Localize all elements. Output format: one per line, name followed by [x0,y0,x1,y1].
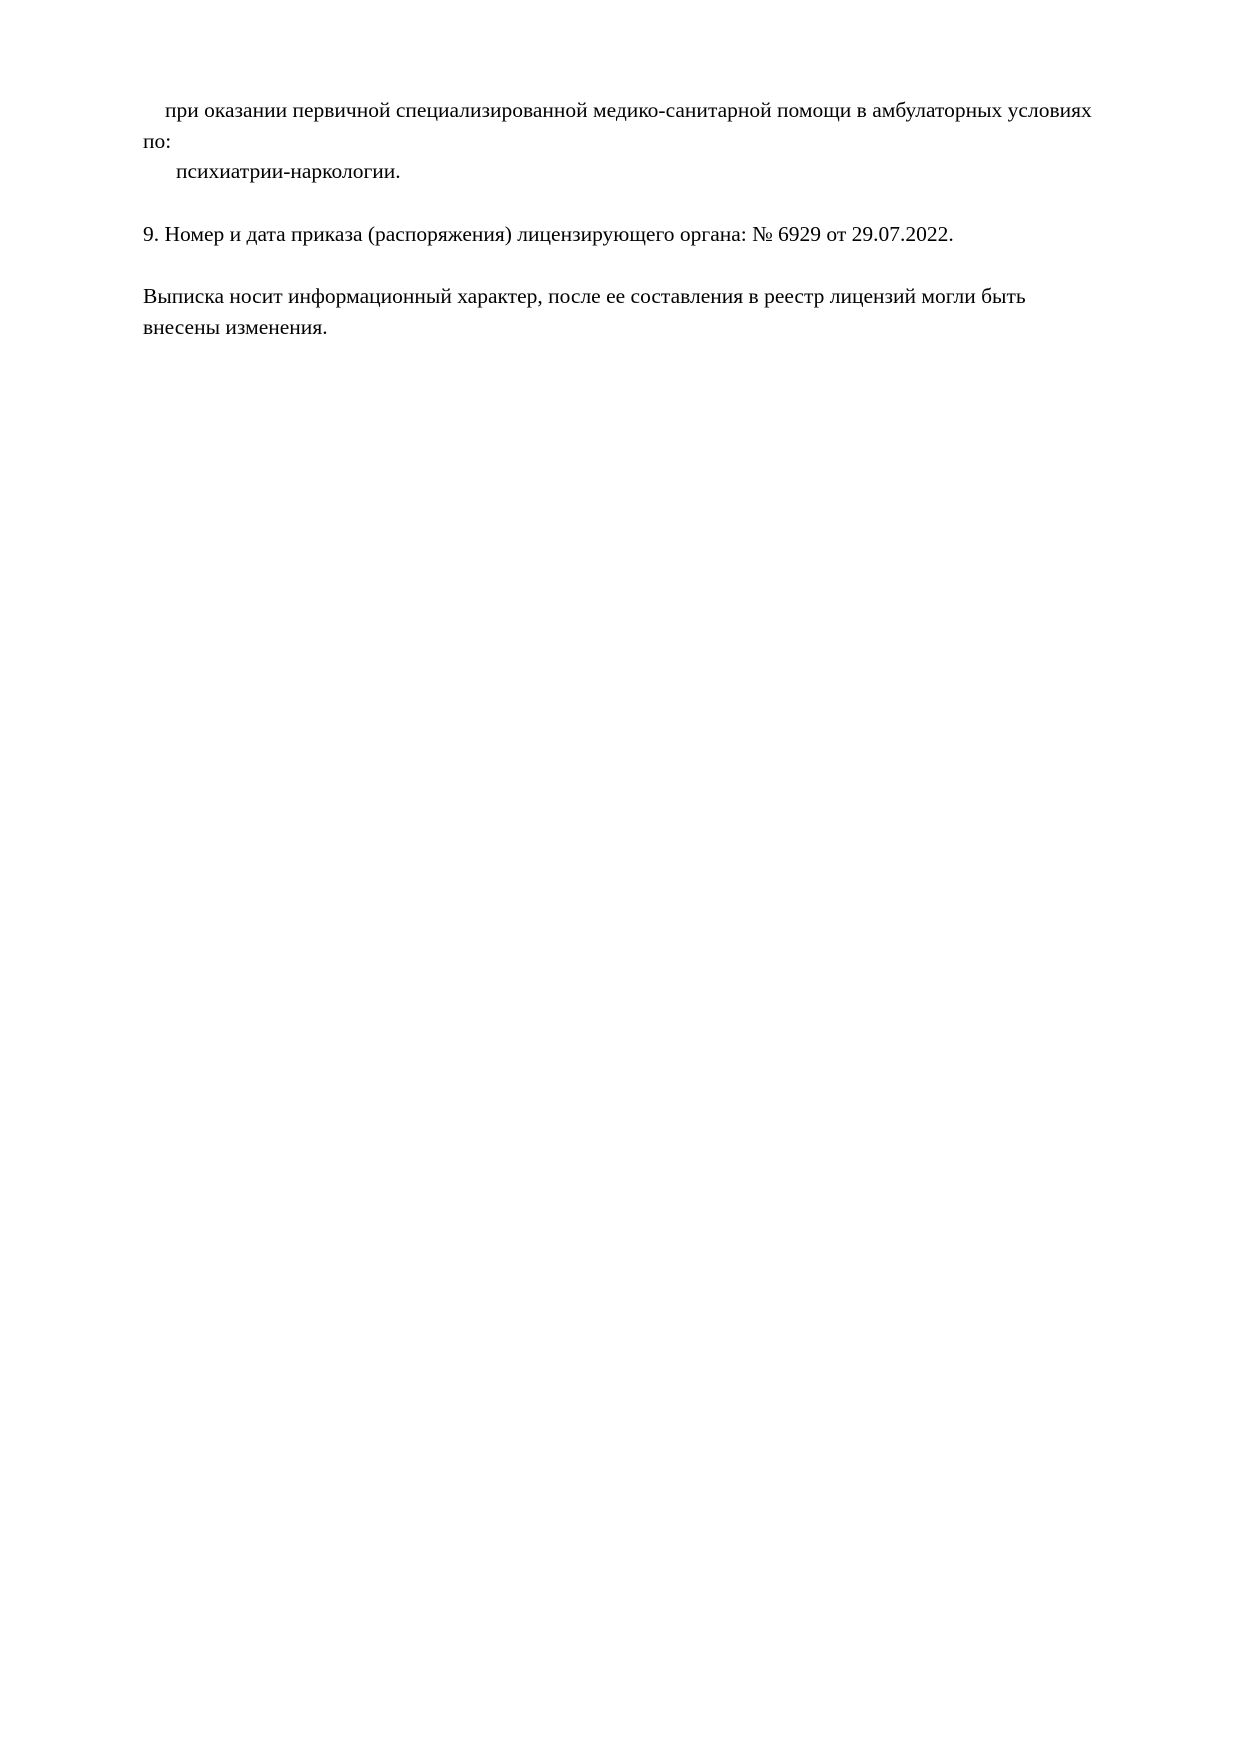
paragraph-spacer [143,187,1100,219]
paragraph-spacer [143,249,1100,281]
document-body [143,95,1100,342]
paragraph-order-number-date: 9. Номер и дата приказа (распоряжения) лицензирующего органа: № 6929 от 29.07.2022. [143,221,954,246]
paragraph-service-item-1: психиатрии-наркологии. [176,159,401,184]
paragraph-services-intro: при оказании первичной специализированной медико-санитарной помощи в амбулаторных условиях по: [143,98,1098,153]
paragraph-disclaimer: Выписка носит информационный характер, после ее составления в реестр лицензий могли быть внесены изменения. [143,284,1032,339]
